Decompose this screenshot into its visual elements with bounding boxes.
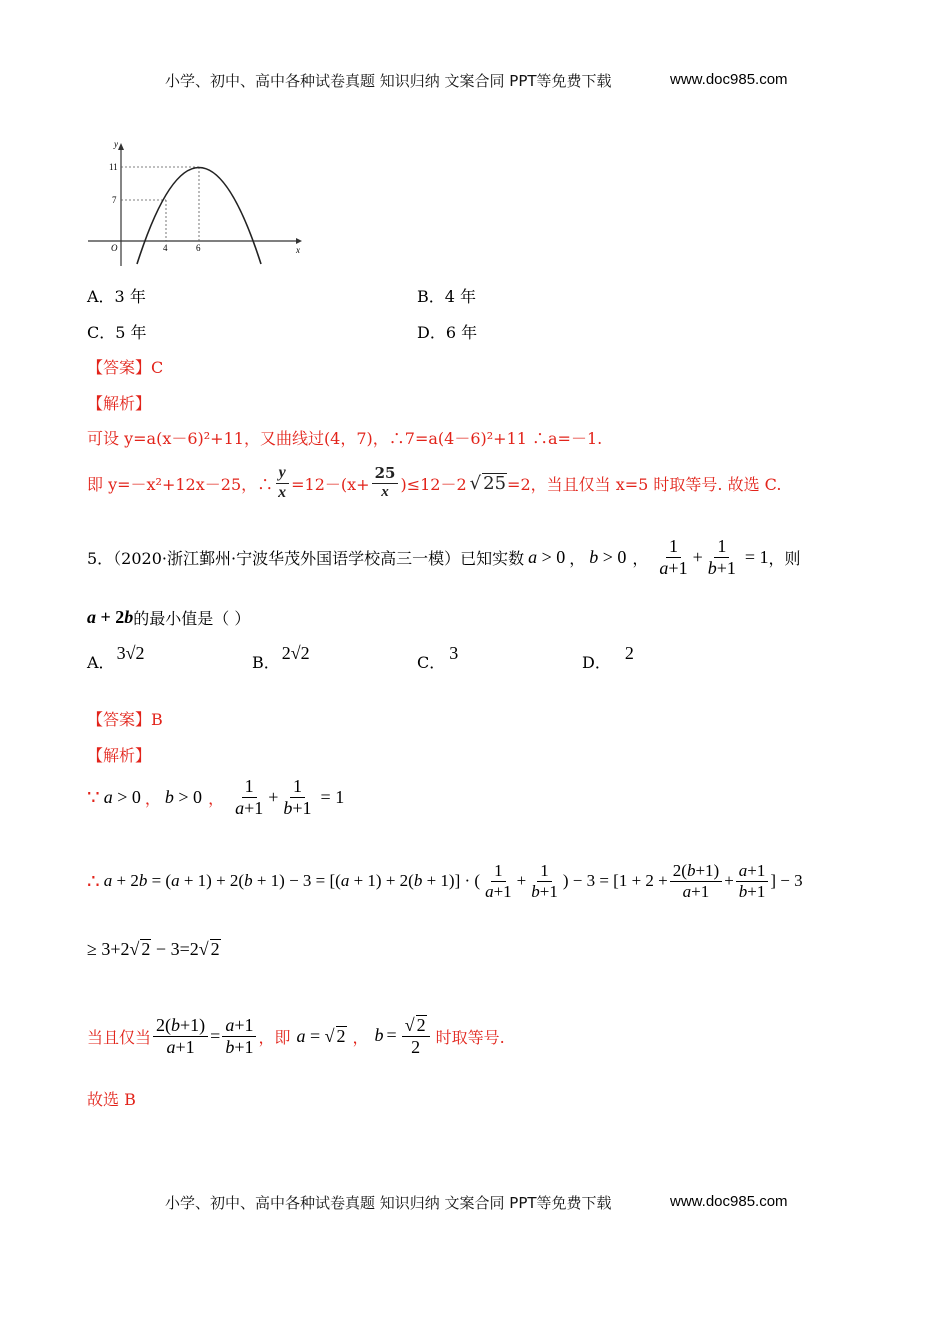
cond-b-positive: b > 0 xyxy=(589,546,627,567)
inequality-line: ≥ 3+2√ 2 − 3=2√ 2 xyxy=(87,939,220,959)
ie-label: ，即 xyxy=(258,1027,291,1047)
q4-option-b[interactable]: B．4 年 xyxy=(417,287,477,306)
frac-y-over-x: $\frac{y}{x}$ xyxy=(275,464,289,502)
when-equal-label: 时取等号. xyxy=(435,1027,505,1047)
q5-stem-part-b: ，则 xyxy=(768,548,801,568)
frac-25-over-x: $\frac{25}{x}$ xyxy=(372,465,399,501)
footer-text: 小学、初中、高中各种试卷真题 知识归纳 文案合同 PPT等免费下载 xyxy=(165,1194,612,1212)
x-tick-6: 6 xyxy=(196,243,201,253)
q5-option-b-letter: B． xyxy=(252,653,280,672)
q5-option-b-value: 2√2 xyxy=(281,643,310,663)
q5-answer: 【答案】B xyxy=(87,710,163,729)
header-site: www.doc985.com xyxy=(670,71,788,88)
q4-line2-part-a: 即 y=－x²+12x－25，∴ xyxy=(87,474,274,494)
q5-conclusion: 故选 B xyxy=(87,1090,136,1109)
therefore-line: ∴ a + 2b = (a + 1) + 2(b + 1) − 3 = [(a + 1) + 2(b + 1)] · ( $\frac{1}{a+1}$ + $\frac{1}{b+1}$ ) − 3 = [1 + 2 + $\frac{2(b+1)}{a+1}$ + $\frac{a+1}{b+1}$ ] − 3 xyxy=(87,860,803,901)
y-axis-arrow xyxy=(118,143,124,150)
q5-option-a[interactable] xyxy=(87,643,145,673)
q5-stem: 5．（2020·浙江鄞州·宁波华茂外国语学校高三一模）已知实数 a > 0 ， b > 0 ， $\frac{1}{a+1}$ + $\frac{1}{b+1}$ = 1 ，则 xyxy=(87,535,801,578)
q4-line2-part-d: =2，当且仅当 x=5 时取等号. 故选 C. xyxy=(507,474,782,494)
equal-cond-label: 当且仅当 xyxy=(87,1027,152,1047)
y-tick-7: 7 xyxy=(112,195,117,205)
because-line: ∵ a > 0 ， b > 0 ， $\frac{1}{a+1}$ + $\frac{1}{b+1}$ = 1 xyxy=(87,775,345,818)
y-tick-11: 11 xyxy=(109,162,118,172)
x-tick-4: 4 xyxy=(163,243,168,253)
expr-a-plus-2b: a + 2b xyxy=(87,607,134,627)
header-text: 小学、初中、高中各种试卷真题 知识归纳 文案合同 PPT等免费下载 xyxy=(165,72,612,90)
sqrt-25: √ 25 xyxy=(469,472,507,494)
footer-site: www.doc985.com xyxy=(670,1193,788,1210)
q5-option-a-letter: A． xyxy=(87,653,115,672)
x-axis-arrow xyxy=(296,238,302,244)
q5-option-b[interactable] xyxy=(252,643,310,673)
page-footer xyxy=(165,1192,612,1213)
q4-analysis-label: 【解析】 xyxy=(87,394,152,413)
q5-option-c-value: 3 xyxy=(449,643,459,663)
y-axis-label: y xyxy=(114,139,118,149)
q4-option-d[interactable]: D．6 年 xyxy=(417,323,478,342)
cond-a-positive: a > 0 xyxy=(528,546,566,567)
equality-condition: 当且仅当 $\frac{2(b+1)}{a+1}$ = $\frac{a+1}{b+1}$ ，即 a = √ 2 ， b = $\frac{√ 2}{2}$ 时取等号. xyxy=(87,1014,505,1057)
q4-option-a[interactable]: A．3 年 xyxy=(87,287,146,306)
q5-option-d-letter: D． xyxy=(582,653,611,672)
q4-solution-line1: 可设 y=a(x－6)²+11，又曲线过(4，7)，∴7=a(4－6)²+11 ∴a=－1. xyxy=(87,429,603,448)
page-header xyxy=(165,70,612,91)
q5-stem-part-a: 5．（2020·浙江鄞州·宁波华茂外国语学校高三一模）已知实数 xyxy=(87,548,525,568)
q5-analysis-label: 【解析】 xyxy=(87,746,152,765)
q5-option-c[interactable] xyxy=(417,643,459,673)
q5-option-a-value: 3√2 xyxy=(116,643,145,663)
q4-option-c[interactable]: C．5 年 xyxy=(87,323,147,342)
q4-solution-line2 xyxy=(87,458,781,508)
q4-answer: 【答案】C xyxy=(87,358,164,377)
x-axis-label: x xyxy=(296,245,300,255)
q4-line2-part-c: )≤12－2 xyxy=(400,474,467,494)
q5-option-d[interactable] xyxy=(582,643,634,673)
q5-stem-line2 xyxy=(87,606,250,629)
cond-sum-reciprocal: $\frac{1}{a+1}$ + $\frac{1}{b+1}$ = 1 xyxy=(659,535,769,578)
q4-line2-part-b: =12－(x+ xyxy=(291,474,370,494)
q5-option-c-letter: C． xyxy=(417,653,446,672)
origin-label: O xyxy=(111,243,118,253)
q5-option-d-value: 2 xyxy=(624,643,634,663)
q5-stem-part-c: 的最小值是（ ） xyxy=(133,609,251,628)
parabola-graph xyxy=(84,138,304,268)
